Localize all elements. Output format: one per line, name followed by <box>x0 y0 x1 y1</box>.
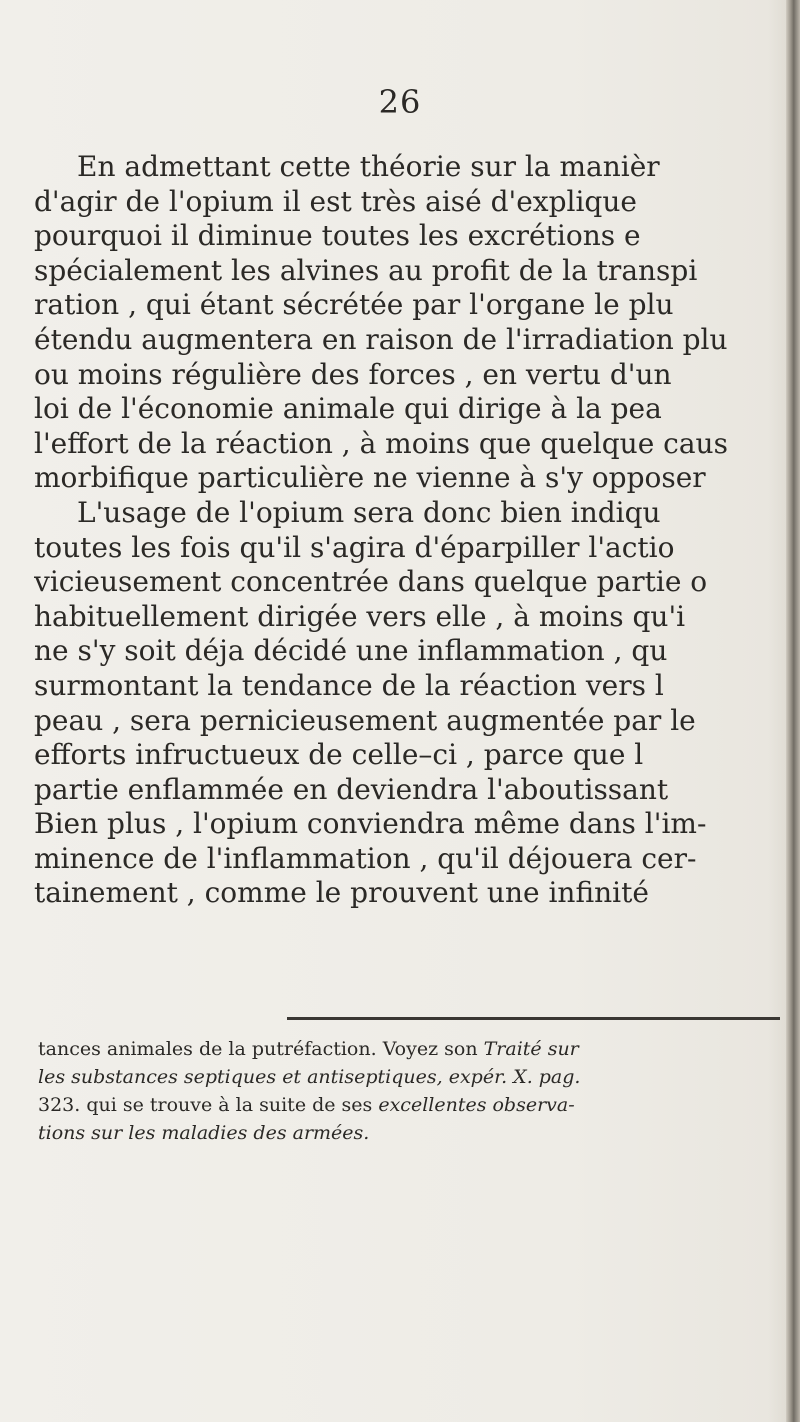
text-line: morbifique particulière ne vienne à s'y opposer <box>34 461 706 495</box>
text-line: peau , sera pernicieusement augmentée par le <box>34 703 696 737</box>
footnote-line <box>38 1063 780 1091</box>
text-line: En admettant cette théorie sur la manièr <box>77 150 660 183</box>
footnote-line <box>38 1091 780 1119</box>
footnote-divider <box>287 1017 780 1020</box>
body-text <box>34 150 780 950</box>
footnote <box>38 1035 780 1147</box>
footnote-text: tances animales de la putréfaction. Voyez son <box>38 1038 484 1060</box>
text-line: loi de l'économie animale qui dirige à la pea <box>34 392 662 426</box>
text-line: efforts infructueux de celle–ci , parce que l <box>34 738 644 772</box>
text-line: partie enflammée en deviendra l'aboutissant <box>34 772 669 806</box>
text-line: d'agir de l'opium il est très aisé d'explique <box>34 184 637 218</box>
page-binding-edge <box>786 0 800 1422</box>
text-line: spécialement les alvines au profit de la transpi <box>34 253 698 287</box>
footnote-italic-text: excellentes observa- <box>378 1094 575 1116</box>
text-line: Bien plus , l'opium conviendra même dans l'im- <box>34 807 707 841</box>
text-line: L'usage de l'opium sera donc bien indiqu <box>77 495 661 529</box>
text-line: l'effort de la réaction , à moins que quelque caus <box>34 426 728 460</box>
text-line: ne s'y soit déja décidé une inflammation , qu <box>34 634 668 668</box>
text-line: toutes les fois qu'il s'agira d'éparpiller l'actio <box>34 530 675 564</box>
footnote-italic-text: les substances septiques et antiseptiques, expér. X. pag. <box>38 1066 581 1088</box>
text-line: ou moins régulière des forces , en vertu d'un <box>34 357 672 391</box>
text-line: ration , qui étant sécrétée par l'organe le plu <box>34 288 674 322</box>
text-line: étendu augmentera en raison de l'irradiation plu <box>34 322 728 356</box>
footnote-italic-text: tions sur les maladies des armées. <box>38 1122 370 1144</box>
text-line: tainement , comme le prouvent une infinité <box>34 876 649 910</box>
text-line: pourquoi il diminue toutes les excrétions e <box>34 219 641 253</box>
page-number: 26 <box>378 83 422 121</box>
footnote-italic-text: Traité sur <box>483 1038 579 1060</box>
text-line: habituellement dirigée vers elle , à moins qu'i <box>34 599 686 633</box>
text-line: vicieusement concentrée dans quelque partie o <box>34 565 708 599</box>
footnote-line <box>38 1035 780 1063</box>
footnote-text: 323. qui se trouve à la suite de ses <box>38 1094 379 1116</box>
footnote-line <box>38 1119 780 1147</box>
text-line: minence de l'inflammation , qu'il déjouera cer- <box>34 841 697 875</box>
text-line: surmontant la tendance de la réaction vers l <box>34 668 664 702</box>
